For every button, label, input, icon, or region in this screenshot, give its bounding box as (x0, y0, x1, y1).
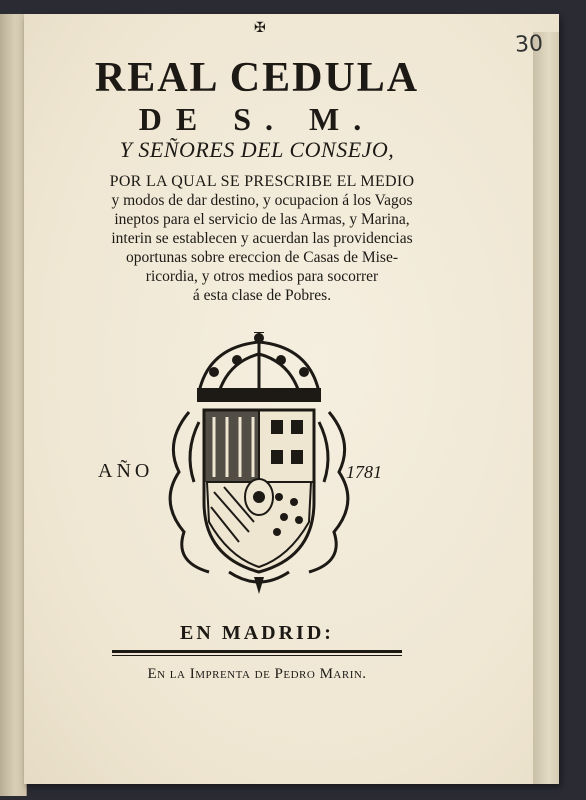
description-line: interin se establecen y acuerdan las providencias (111, 230, 413, 247)
royal-coat-of-arms-icon (159, 332, 359, 597)
title-description (82, 172, 442, 305)
document-subtitle: DE S. M. (138, 101, 376, 137)
description-line: ineptos para el servicio de las Armas, y Marina, (114, 211, 410, 228)
year-value: 1781 (346, 462, 382, 482)
description-line: y modos de dar destino, y ocupacion á los Vagos (111, 192, 413, 209)
folio-number: 30 (514, 31, 544, 58)
description-line: POR LA QUAL SE PRESCRIBE EL MEDIO (109, 173, 415, 190)
cross-mark: ✠ (254, 21, 266, 36)
divider-rule-thin (112, 655, 402, 656)
document-page (24, 14, 559, 784)
place-of-printing: EN MADRID: (180, 622, 334, 644)
document-subtitle-council: Y SEÑORES DEL CONSEJO, (119, 137, 395, 162)
book-spine (0, 14, 27, 796)
page-edge (533, 32, 559, 784)
document-title: REAL CEDULA (94, 55, 420, 101)
divider-rule (112, 650, 402, 653)
year-label: AÑO (98, 460, 154, 482)
printer-imprint: En la Imprenta de Pedro Marin. (147, 666, 367, 682)
description-line: ricordia, y otros medios para socorrer (145, 268, 379, 285)
description-line: oportunas sobre ereccion de Casas de Mise- (125, 249, 399, 266)
description-line: á esta clase de Pobres. (192, 287, 332, 304)
